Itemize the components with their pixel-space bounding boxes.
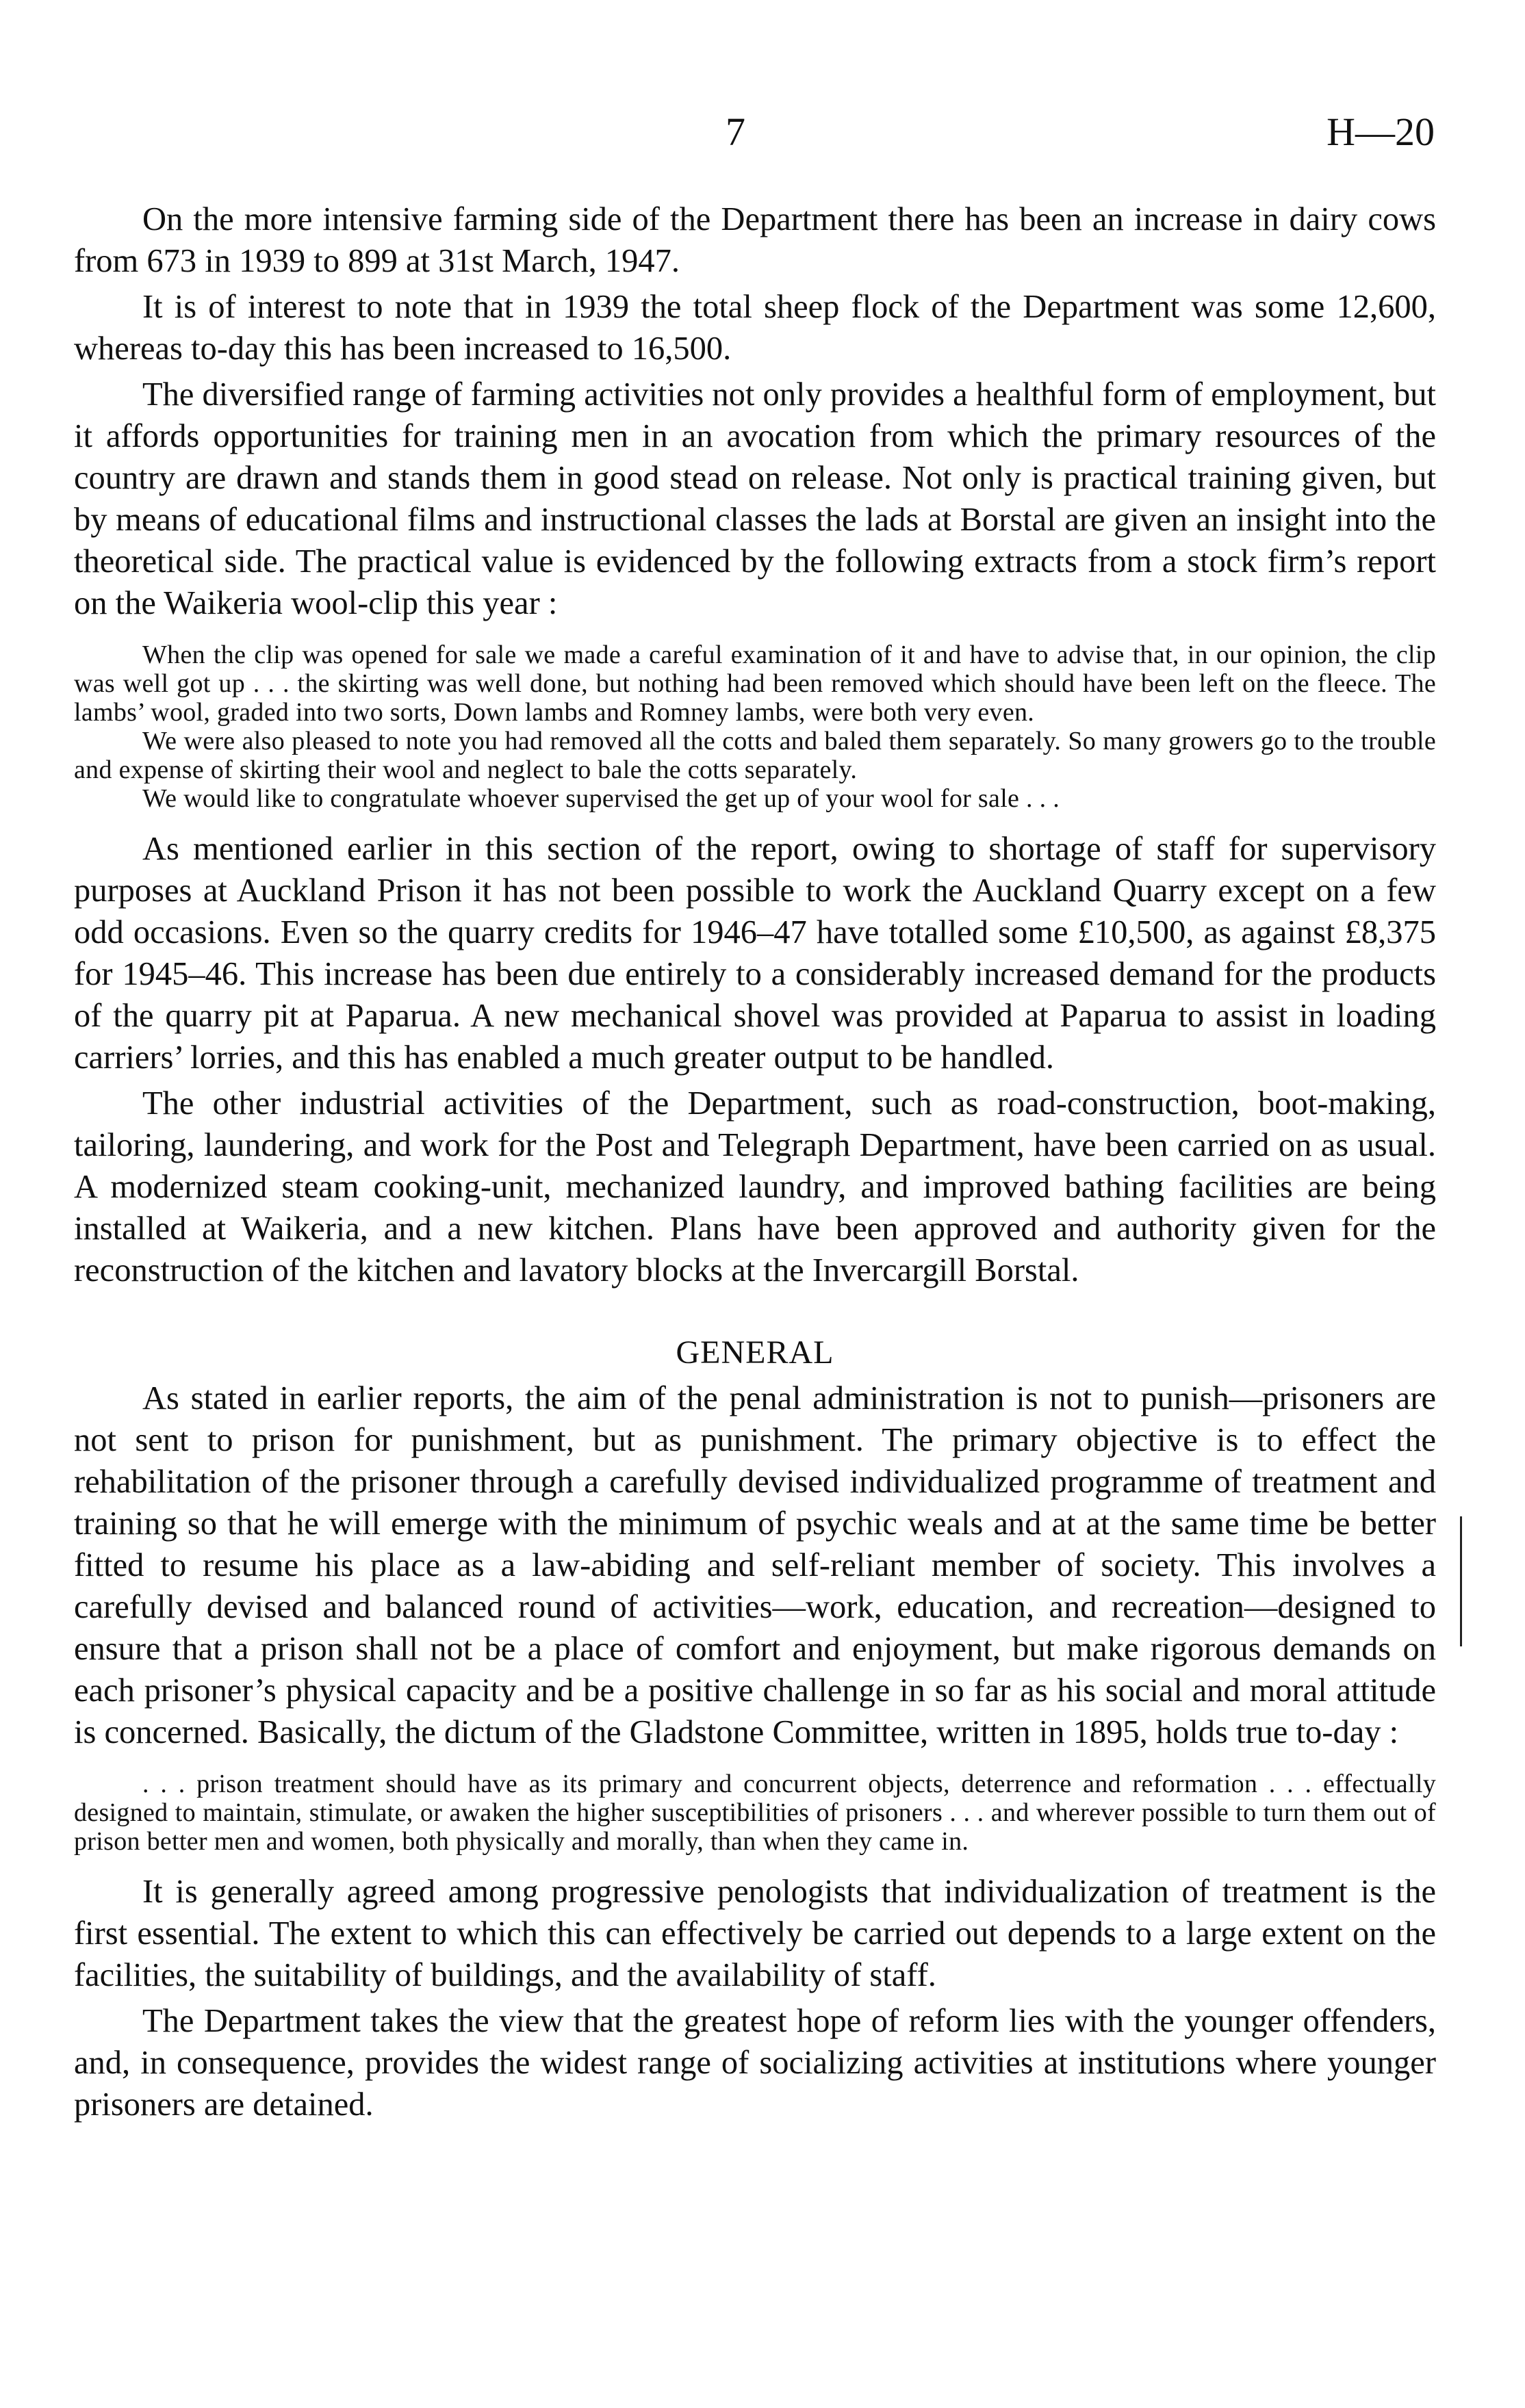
section-heading-general: GENERAL <box>676 1334 834 1371</box>
paragraph-farming-activities: The diversified range of farming activities not only provides a healthful form of employment, but it affords opportunities for training men in an avocation from which the primary resources of the country are drawn and stands them in good stead on release. Not only is practical training given, but by means of educational films and instructional classes the lads at Borstal are given an insight into the theoretical side. The practical value is evidenced by the following extracts from a stock firm’s report on the Waikeria wool-clip this year : <box>74 376 1436 621</box>
page-header <box>0 108 1525 163</box>
document-reference: H—20 <box>1327 109 1435 154</box>
paragraph-individualization: It is generally agreed among progressive penologists that individualization of treatment is the first essential. The extent to which this can effectively be carried out depends to a large extent on the facilities, the suitability of buildings, and the availability of staff. <box>74 1874 1436 1993</box>
quote-paragraph: We would like to congratulate whoever supervised the get up of your wool for sale . . . <box>142 784 1060 813</box>
page-body <box>74 198 1436 2125</box>
paragraph-dairy-cows: On the more intensive farming side of the Department there has been an increase in dairy cows from 673 in 1939 to 899 at 31st March, 1947. <box>74 201 1436 279</box>
paragraph-industrial-activities: The other industrial activities of the Department, such as road-construction, boot-making, tailoring, laundering, and work for the Post and Telegraph Department, have been carried on as usual. A modernized steam cooking-unit, mechanized laundry, and improved bathing facilities are being installed at Waikeria, and a new kitchen. Plans have been approved and authority given for the reconstruction of the kitchen and lavatory blocks at the Invercargill Borstal. <box>74 1085 1436 1289</box>
paragraph-penal-aim: As stated in earlier reports, the aim of the penal administration is not to punish—prisoners are not sent to prison for punishment, but as punishment. The primary objective is to effect the rehabilitation of the prisoner through a carefully devised individualized programme of treatment and training so that he will emerge with the minimum of psychic weals and at at the same time be better fitted to resume his place as a law-abiding and self-reliant member of society. This involves a carefully devised and balanced round of activities—work, education, and recreation—designed to ensure that a prison shall not be a place of comfort and enjoyment, but make rigorous demands on each prisoner’s physical capacity and be a positive challenge in so far as his social and moral attitude is concerned. Basically, the dictum of the Gladstone Committee, written in 1895, holds true to-day : <box>74 1380 1436 1750</box>
paragraph-quarry: As mentioned earlier in this section of the report, owing to shortage of staff for supervisory purposes at Auckland Prison it has not been possible to work the Auckland Quarry except on a few odd occasions. Even so the quarry credits for 1946–47 have totalled some £10,500, as against £8,375 for 1945–46. This increase has been due entirely to a considerably increased demand for the products of the quarry pit at Paparua. A new mechanical shovel was provided at Paparua to assist in loading carriers’ lorries, and this has enabled a much greater output to be handled. <box>74 831 1436 1076</box>
paragraph-sheep-flock: It is of interest to note that in 1939 the total sheep flock of the Department was some 12,600, whereas to-day this has been increased to 16,500. <box>74 289 1436 367</box>
quote-wool-report <box>74 640 1436 813</box>
quote-paragraph: We were also pleased to note you had removed all the cotts and baled them separately. So many growers go to the trouble and expense of skirting their wool and neglect to bale the cotts separately. <box>74 727 1436 784</box>
quote-paragraph: When the clip was opened for sale we made a careful examination of it and have to advise that, in our opinion, the clip was well got up . . . the skirting was well done, but nothing had been removed which should have been left on the fleece. The lambs’ wool, graded into two sorts, Down lambs and Romney lambs, were both very even. <box>74 640 1436 727</box>
quote-paragraph: . . . prison treatment should have as its primary and concurrent objects, deterrence and reformation . . . effectually designed to maintain, stimulate, or awaken the higher susceptibilities of prisoners . . . and wherever possible to turn them out of prison better men and women, both physically and morally, than when they came in. <box>74 1770 1436 1856</box>
paragraph-younger-offenders: The Department takes the view that the greatest hope of reform lies with the younger offenders, and, in consequence, provides the widest range of socializing activities at institutions where younger prisoners are detained. <box>74 2003 1436 2123</box>
margin-pencil-mark <box>1460 1516 1462 1646</box>
quote-gladstone-committee <box>74 1770 1436 1856</box>
page-number: 7 <box>726 109 745 154</box>
